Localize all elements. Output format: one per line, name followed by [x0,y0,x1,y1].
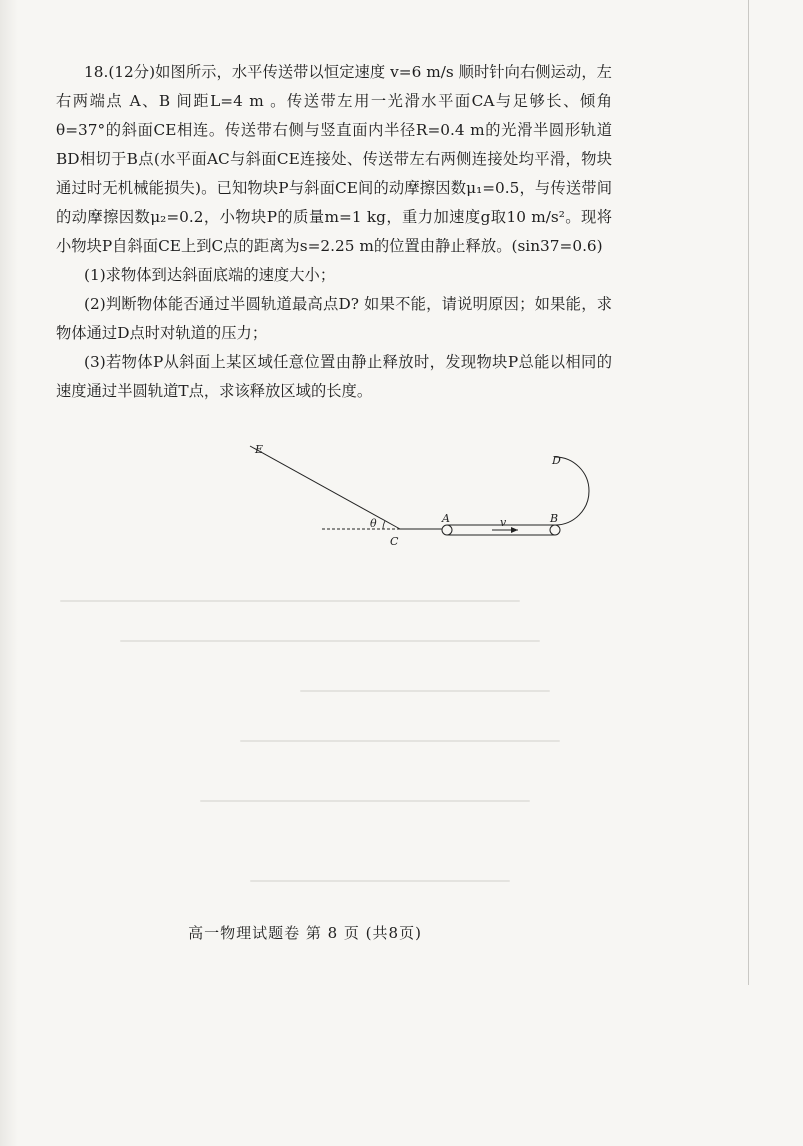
page-edge-line [748,0,749,985]
endpoints-label: A、B [129,92,171,110]
page-footer: 高一物理试题卷 第 8 页 (共8页) [188,924,422,942]
label-b: B [550,512,559,525]
bleed-through [300,690,550,692]
question-2: (2)判断物体能否通过半圆轨道最高点D? 如果不能，请说明原因；如果能，求物体通过D点时对轨道的压力； [56,295,612,342]
incline-ce [250,446,400,529]
belt-length: 间距L=4 m [176,92,264,110]
label-theta: θ [370,517,377,530]
problem-18 [56,58,612,406]
label-a: A [442,512,450,525]
velocity-arrowhead [511,527,518,533]
problem-header: 18.(12分)如图所示，水平传送带以恒定速度 [84,63,386,81]
page-shadow [0,0,18,1146]
problem-statement [56,58,612,261]
problem-header-tail: 顺时针向右侧运动，左右两端点 [56,63,612,110]
theta-arc [383,521,385,529]
bleed-through [200,800,530,802]
bleed-through [240,740,560,742]
label-d: D [552,454,561,467]
pulley-b [550,525,560,535]
pulley-a [442,525,452,535]
question-1: (1)求物体到达斜面底端的速度大小； [84,266,336,284]
label-e: E [255,443,264,456]
problem-conditions: 。传送带左用一光滑水平面CA与足够长、倾角θ=37°的斜面CE相连。传送带右侧与竖直面内半径R=0.4 m的光滑半圆形轨道BD相切于B点(水平面AC与斜面CE连接处、传送带左右两侧连接处均平滑，物块通过时无机械能损失)。已知物块P与斜面CE间的动摩擦因数μ₁=0.5，与传送带间的动摩擦因数μ₂=0.2，小物块P的质量m=1 kg，重力加速度g取10 m/s²。现将小物块P自斜面CE上到C点的距离为s=2.25 m的位置由静止释放。(sin37=0.6) [56,92,612,255]
bleed-through [60,600,520,602]
question-3: (3)若物体P从斜面上某区域任意位置由静止释放时，发现物块P总能以相同的速度通过半圆轨道T点，求该释放区域的长度。 [56,353,612,400]
belt-speed: v=6 m/s [390,63,454,81]
label-c: C [390,535,399,548]
label-v: v [500,516,507,529]
semicircle-track-bd [555,457,589,525]
conveyor-diagram [230,436,610,556]
bleed-through [250,880,510,882]
bleed-through [120,640,540,642]
